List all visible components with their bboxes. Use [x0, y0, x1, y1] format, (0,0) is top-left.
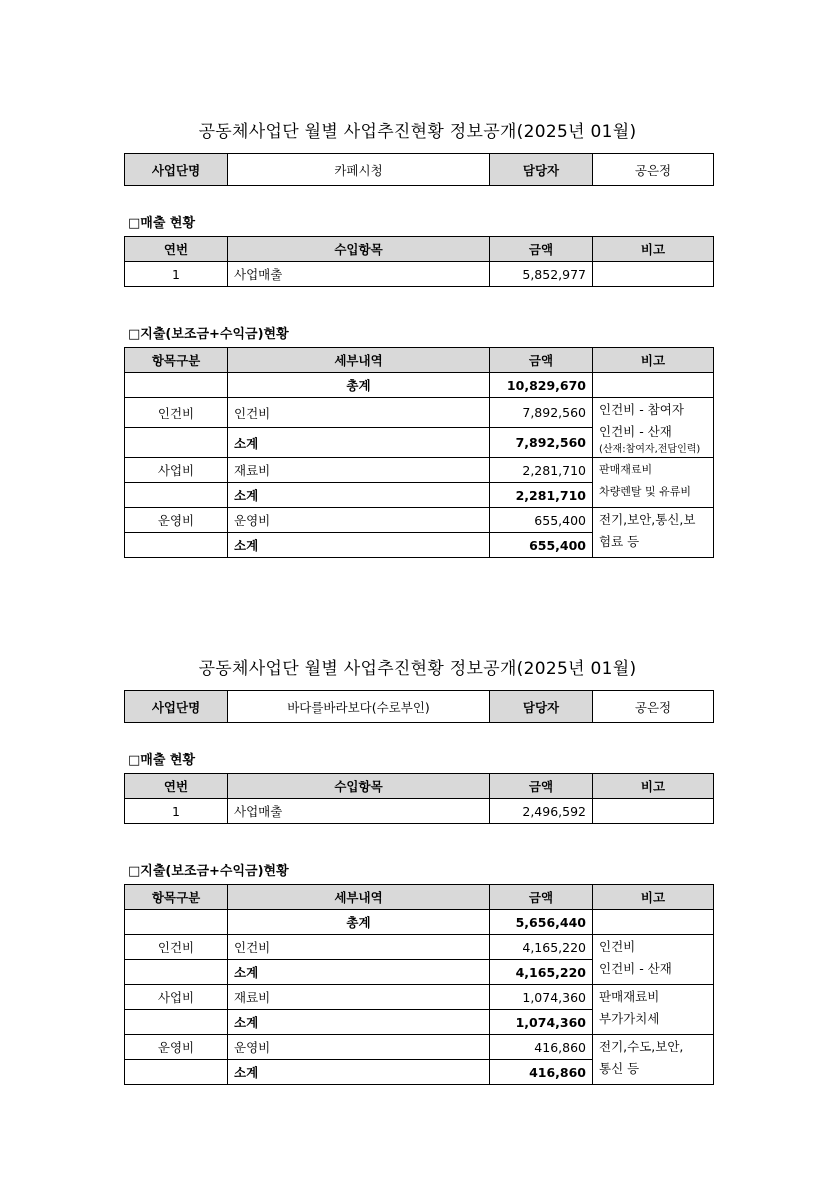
note-line: 판매재료비 [599, 463, 653, 476]
report-2-expense-section-title: □지출(보조금+수익금)현황 [128, 864, 289, 879]
manager-label: 담당자 [490, 691, 593, 723]
table-row [125, 398, 714, 428]
row-amount: 5,852,977 [490, 262, 593, 287]
table-row [125, 985, 714, 1010]
col-header-amount: 금액 [490, 237, 593, 262]
subtotal-amount: 655,400 [490, 533, 593, 558]
report-1-sales-table [124, 236, 714, 287]
row-category: 인건비 [125, 935, 228, 960]
col-header-note: 비고 [593, 348, 714, 373]
col-header-detail: 세부내역 [228, 348, 490, 373]
subtotal-label: 소계 [228, 1060, 490, 1085]
col-header-category: 항목구분 [125, 348, 228, 373]
report-1-expense-table [124, 347, 714, 558]
col-header-note: 비고 [593, 774, 714, 799]
col-header-no: 연번 [125, 237, 228, 262]
manager-name: 공은정 [593, 691, 714, 723]
col-header-amount: 금액 [490, 348, 593, 373]
subtotal-label: 소계 [228, 1010, 490, 1035]
manager-label: 담당자 [490, 154, 593, 186]
subtotal-label: 소계 [228, 533, 490, 558]
report-2-expense-table [124, 884, 714, 1085]
report-2-info-table [124, 690, 714, 723]
row-note [593, 1035, 714, 1085]
col-header-no: 연번 [125, 774, 228, 799]
table-row [125, 262, 714, 287]
col-header-note: 비고 [593, 885, 714, 910]
col-header-note: 비고 [593, 237, 714, 262]
subtotal-amount: 416,860 [490, 1060, 593, 1085]
row-note [593, 985, 714, 1035]
col-header-category: 항목구분 [125, 885, 228, 910]
row-item: 사업매출 [228, 262, 490, 287]
row-category: 인건비 [125, 398, 228, 428]
row-no: 1 [125, 799, 228, 824]
row-note [593, 458, 714, 508]
total-label: 총계 [228, 910, 490, 935]
row-detail: 운영비 [228, 508, 490, 533]
table-row [125, 799, 714, 824]
row-amount: 416,860 [490, 1035, 593, 1060]
subtotal-label: 소계 [228, 960, 490, 985]
subtotal-label: 소계 [228, 428, 490, 458]
row-detail: 인건비 [228, 935, 490, 960]
row-category: 운영비 [125, 1035, 228, 1060]
row-detail: 재료비 [228, 458, 490, 483]
col-header-detail: 세부내역 [228, 885, 490, 910]
total-label: 총계 [228, 373, 490, 398]
row-amount: 655,400 [490, 508, 593, 533]
manager-name: 공은정 [593, 154, 714, 186]
subtotal-amount: 2,281,710 [490, 483, 593, 508]
note-line: 전기,수도,보안, [599, 1039, 684, 1054]
note-line: 부가가치세 [599, 1011, 660, 1026]
row-note [593, 935, 714, 985]
col-header-amount: 금액 [490, 885, 593, 910]
row-amount: 2,281,710 [490, 458, 593, 483]
table-row [125, 1035, 714, 1060]
row-category: 사업비 [125, 985, 228, 1010]
org-name: 바다를바라보다(수로부인) [228, 691, 490, 723]
table-row [125, 458, 714, 483]
report-1-sales-section-title: □매출 현황 [128, 216, 196, 231]
row-amount: 2,496,592 [490, 799, 593, 824]
note-line: 인건비 [599, 939, 636, 954]
row-category: 사업비 [125, 458, 228, 483]
subtotal-amount: 7,892,560 [490, 428, 593, 458]
row-note [593, 262, 714, 287]
report-1-expense-section-title: □지출(보조금+수익금)현황 [128, 327, 289, 342]
note-small: (산재:참여자,전담인력) [599, 444, 701, 455]
note-line: 인건비 - 산재 [599, 961, 672, 976]
report-2-title: 공동체사업단 월별 사업추진현황 정보공개(2025년 01월) [198, 659, 637, 679]
col-header-amount: 금액 [490, 774, 593, 799]
subtotal-amount: 1,074,360 [490, 1010, 593, 1035]
total-row [125, 373, 714, 398]
row-detail: 운영비 [228, 1035, 490, 1060]
note-line: 인건비 - 참여자 [599, 402, 684, 417]
subtotal-amount: 4,165,220 [490, 960, 593, 985]
col-header-item: 수입항목 [228, 237, 490, 262]
note-line: 전기,보안,통신,보 [599, 512, 696, 527]
total-amount: 10,829,670 [490, 373, 593, 398]
row-amount: 1,074,360 [490, 985, 593, 1010]
org-label: 사업단명 [125, 154, 228, 186]
report-1-title: 공동체사업단 월별 사업추진현황 정보공개(2025년 01월) [198, 122, 637, 142]
total-row [125, 910, 714, 935]
row-no: 1 [125, 262, 228, 287]
note-line: 판매재료비 [599, 989, 660, 1004]
report-2-sales-table [124, 773, 714, 824]
row-note [593, 398, 714, 458]
note-line: 험료 등 [599, 534, 640, 549]
row-amount: 7,892,560 [490, 398, 593, 428]
note-line: 통신 등 [599, 1061, 640, 1076]
note-line: 인건비 - 산재 [599, 424, 672, 439]
report-2-sales-section-title: □매출 현황 [128, 753, 196, 768]
row-item: 사업매출 [228, 799, 490, 824]
org-label: 사업단명 [125, 691, 228, 723]
row-detail: 인건비 [228, 398, 490, 428]
subtotal-label: 소계 [228, 483, 490, 508]
note-line: 차량렌탈 및 유류비 [599, 485, 692, 498]
table-row [125, 508, 714, 533]
col-header-item: 수입항목 [228, 774, 490, 799]
row-category: 운영비 [125, 508, 228, 533]
org-name: 카페시청 [228, 154, 490, 186]
table-row [125, 935, 714, 960]
report-1-info-table [124, 153, 714, 186]
row-note [593, 508, 714, 558]
row-amount: 4,165,220 [490, 935, 593, 960]
row-note [593, 799, 714, 824]
row-detail: 재료비 [228, 985, 490, 1010]
total-amount: 5,656,440 [490, 910, 593, 935]
